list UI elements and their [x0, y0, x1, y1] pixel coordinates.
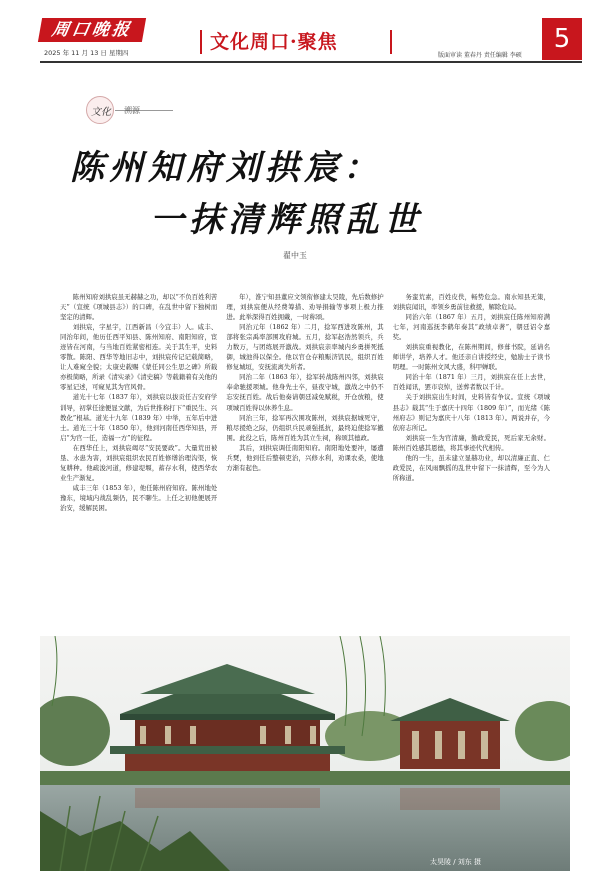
paragraph: 陈州知府刘拱宸虽无赫赫之功，却以“不负百姓利苦天”（宣统《项城县志》）的口碑，在乱世中留下独树而坚定的清辉。	[60, 293, 218, 322]
paragraph: 在西华任上，刘拱宸竭尽“安民要政”。大量荒田被垦、水患为害，刘拱宸组织农民百姓修缮治理沟渠，恢复耕种。他疏浚河道，修建堤堰，蓄存水利，使西华农业生产渐复。	[60, 443, 218, 482]
paragraph: 同治十年（1871 年）三月，刘拱宸在任上去世，百姓闻讯，罢市哀悼，送葬者数以千计。	[392, 373, 550, 392]
paragraph: 务蛮荒素，百姓皮佚，畅势危急。南水知县无策，刘拱宸闻讯，率领乡勇前往救援，解除危局。	[392, 293, 550, 312]
paragraph: 同治三年，捻军再次围攻陈州，刘拱宸据城死守，粮尽援绝之际，仍组织兵民顽强抵抗，最终迫使捻军撤围。此役之后，陈州百姓为其立生祠，称颂其德政。	[226, 413, 384, 442]
paragraph: 同治六年（1867 年）五月，刘拱宸任陈州知府满七年，河南巡抚李鹤年奏其“政绩卓著”，朝廷诏令嘉奖。	[392, 313, 550, 342]
headline-line-2: 一抹清辉照乱世	[150, 200, 423, 240]
masthead	[0, 0, 600, 64]
issue-date: 2025 年 11 月 13 日 星期四	[44, 49, 129, 57]
headline-line-1: 陈州知府刘拱宸：	[70, 148, 382, 188]
photo-caption: 太昊陵 / 刘东 摄	[430, 858, 482, 866]
paragraph: 刘拱宸一生为官清廉，勤政爱民，死后家无余财。陈州百姓感其恩德，将其事迹代代相传。	[392, 433, 550, 452]
header-rule	[40, 61, 582, 63]
article-column-3	[393, 292, 550, 627]
temple-photo	[40, 636, 570, 871]
article-column-1	[60, 292, 217, 627]
paragraph: 刘拱宸重视教化，在陈州期间，修葺书院，延请名师讲学，培养人才。他还亲自讲授经史，勉励士子读书明理。一时陈州文风大盛，科甲蝉联。	[392, 343, 550, 372]
paragraph: 年），淮宁知县董应文领衔修建太昊陵，先后数修护理，刘拱宸便从经费筹措、劝导捐输等事项上极力推进。此举深得百姓拥戴，一时称颂。	[226, 293, 384, 322]
page-number: 5	[542, 18, 582, 60]
column-tag	[82, 96, 172, 124]
paragraph: 道光十七年（1837 年），刘拱宸以拔贡任吉安府学训导，初掌任途便显文献，为后世推称打下“重民生、兴教化”根基。道光十九年（1839 年）中举，五年后中进士。道光三十年（1850 年），他到河南任西华知县，开启“为官一任，造福一方”的征程。	[60, 393, 218, 442]
paragraph: 关于刘拱宸出生时间，史料皆有争议。宣统《项城县志》载其“生于嘉庆十四年（1809 年）”，而光绪《陈州府志》则记为嘉庆十八年（1813 年）。两说并存，今依府志所记。	[392, 393, 550, 432]
section-bar-left	[200, 30, 202, 54]
article-column-2	[226, 292, 383, 627]
paragraph: 刘拱宸，字星宇，江西新昌（今宜丰）人。咸丰、同治年间，他历任西平知县、陈州知府、南阳知府，宦迹皆在河南，与当地百姓紧密相连。关于其生平，史料零散。陈阳、西华等地旧志中，刘拱宸传记记载简略，让人难窥全貌；太康史载赐《蒙任同公生思之碑》所载亦极简略，所录《清实录》《清史稿》等载籍着有关他的零星记述，可窥见其为官风骨。	[60, 323, 218, 392]
section-title: 文化周口·聚焦	[210, 31, 338, 53]
paragraph: 同治元年（1862 年）二月，捻军西进攻陈州，其部将张宗禹率部围攻府城。五月，捻军赵浩然领兵，兵力数万，与团练展开激战。刘拱宸亲率城内乡勇拼死抵御，城池得以保全。他以官仓存粮赈济饥民，组织百姓修复城垣，安抚流离失所者。	[226, 323, 384, 372]
byline: 翟中玉	[283, 251, 307, 260]
column-tag-label: 文化	[91, 107, 111, 118]
newspaper-logo: 周口晚报	[38, 18, 146, 42]
paragraph: 同治二年（1863 年），捻军转战陈州四邻，刘拱宸奉命驰援项城。他身先士卒，昼夜守城，激战之中仍不忘安抚百姓。战后他奏请朝廷减免赋税，开仓放粮，使项城百姓得以休养生息。	[226, 373, 384, 412]
article-body	[60, 292, 550, 627]
editors-credit: 版面审读 董春丹 责任编辑 李硕	[438, 52, 522, 59]
paragraph: 其后，刘拱宸调任南阳知府。南阳地处要冲，屡遭兵燹，他到任后整顿吏治，兴修水利，劝课农桑，使地方渐有起色。	[226, 443, 384, 472]
paragraph: 他的一生，虽未建立显赫功业，却以清廉正直、仁政爱民，在风雨飘摇的乱世中留下一抹清辉，至今为人所称道。	[392, 453, 550, 482]
column-tag-sub: 溯源	[124, 106, 140, 115]
section-bar-right	[390, 30, 392, 54]
paragraph: 咸丰三年（1853 年），他任陈州府知府。陈州地处豫东，境域内战乱频仍，民不聊生。上任之初他便展开治安，缓解民困。	[60, 483, 218, 512]
